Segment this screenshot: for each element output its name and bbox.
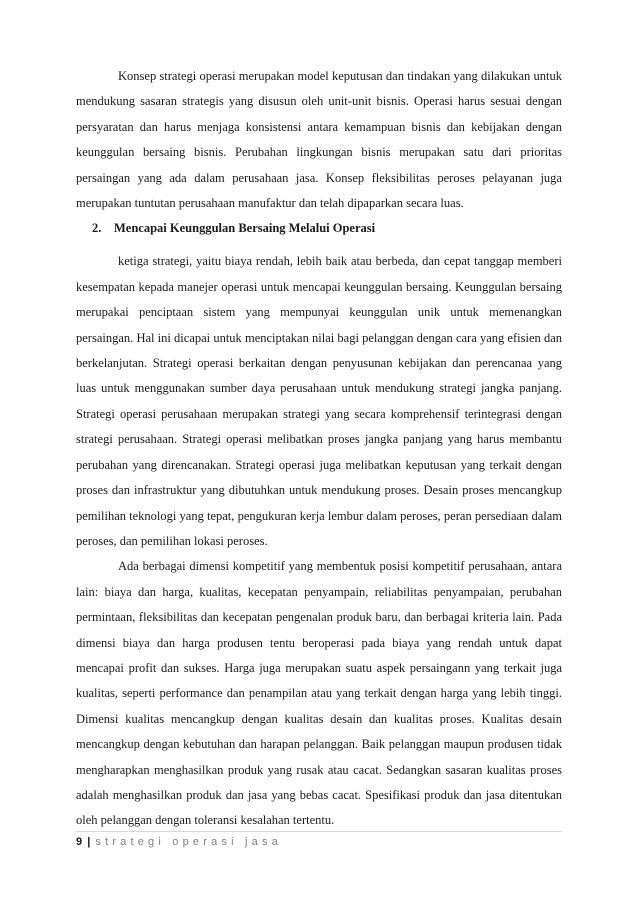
- section-heading: [76, 216, 562, 241]
- page-footer: [76, 836, 282, 848]
- paragraph-konsep-strategi: Konsep strategi operasi merupakan model keputusan dan tindakan yang dilakukan untuk mendukung sasaran strategis yang disusun oleh unit-unit bisnis. Operasi harus sesuai dengan persyaratan dan harus menjaga konsistensi antara kemampuan bisnis dan kebijakan dengan keunggulan bersaing bisnis. Perubahan lingkungan bisnis merupakan satu dari prioritas persaingan yang ada dalam perusahaan jasa. Konsep fleksibilitas peroses pelayanan juga merupakan tuntutan perusahaan manufaktur dan telah dipaparkan secara luas.: [76, 69, 562, 211]
- page-number: 9: [76, 836, 83, 848]
- section-title: Mencapai Keunggulan Bersaing Melalui Operasi: [114, 221, 376, 236]
- footer-separator: |: [87, 836, 91, 848]
- paragraph-dimensi-kompetitif: Ada berbagai dimensi kompetitif yang membentuk posisi kompetitif perusahaan, antara lain: biaya dan harga, kualitas, kecepatan penyampain, reliabilitas penyampaian, perubahan permintaan, fleksibilitas dan kecepatan pengenalan produk baru, dan berbagai kriteria lain. Pada dimensi biaya dan harga produsen tentu beroperasi pada biaya yang rendah untuk dapat mencapai profit dan sukses. Harga juga merupakan suatu aspek persaingann yang terkait juga kualitas, seperti performance dan penampilan atau yang terkait dengan harga yang lebih tinggi. Dimensi kualitas mencangkup dengan kualitas desain dan kualitas proses. Kualitas desain mencangkup dengan kebutuhan dan harapan pelanggan. Baik pelanggan maupun produsen tidak mengharapkan menghasilkan produk yang rusak atau cacat. Sedangkan sasaran kualitas proses adalah menghasilkan produk dan jasa yang bebas cacat. Spesifikasi produk dan jasa ditentukan oleh pelanggan dengan toleransi kesalahan tertentu.: [76, 559, 562, 828]
- section-number: 2.: [92, 221, 102, 236]
- paragraph-keunggulan-bersaing: ketiga strategi, yaitu biaya rendah, lebih baik atau berbeda, dan cepat tanggap memberi kesempatan kepada manejer operasi untuk mencapai keunggulan bersaing. Keunggulan bersaing merupakai penciptaan sistem yang mempunyai keunggulan unik untuk memenangkan persaingan. Hal ini dicapai untuk menciptakan nilai bagi pelanggan dengan cara yang efisien dan berkelanjutan. Strategi operasi berkaitan dengan penyusunan kebijakan dan perencanaa yang luas untuk menggunakan sumber daya perusahaan untuk mendukung strategi jangka panjang. Strategi operasi perusahaan merupakan strategi yang secara komprehensif terintegrasi dengan strategi perusahaan. Strategi operasi melibatkan proses jangka panjang yang harus membantu perubahan yang direncanakan. Strategi operasi juga melibatkan keputusan yang terkait dengan proses dan infrastruktur yang dibutuhkan untuk mendukung proses. Desain proses mencangkup pemilihan teknologi yang tepat, pengukuran kerja lembur dalam peroses, peran persediaan dalam peroses, dan pemilihan lokasi peroses.: [76, 254, 562, 548]
- footer-divider: [76, 831, 562, 832]
- footer-title: strategi operasi jasa: [95, 836, 282, 848]
- document-body: [76, 64, 562, 834]
